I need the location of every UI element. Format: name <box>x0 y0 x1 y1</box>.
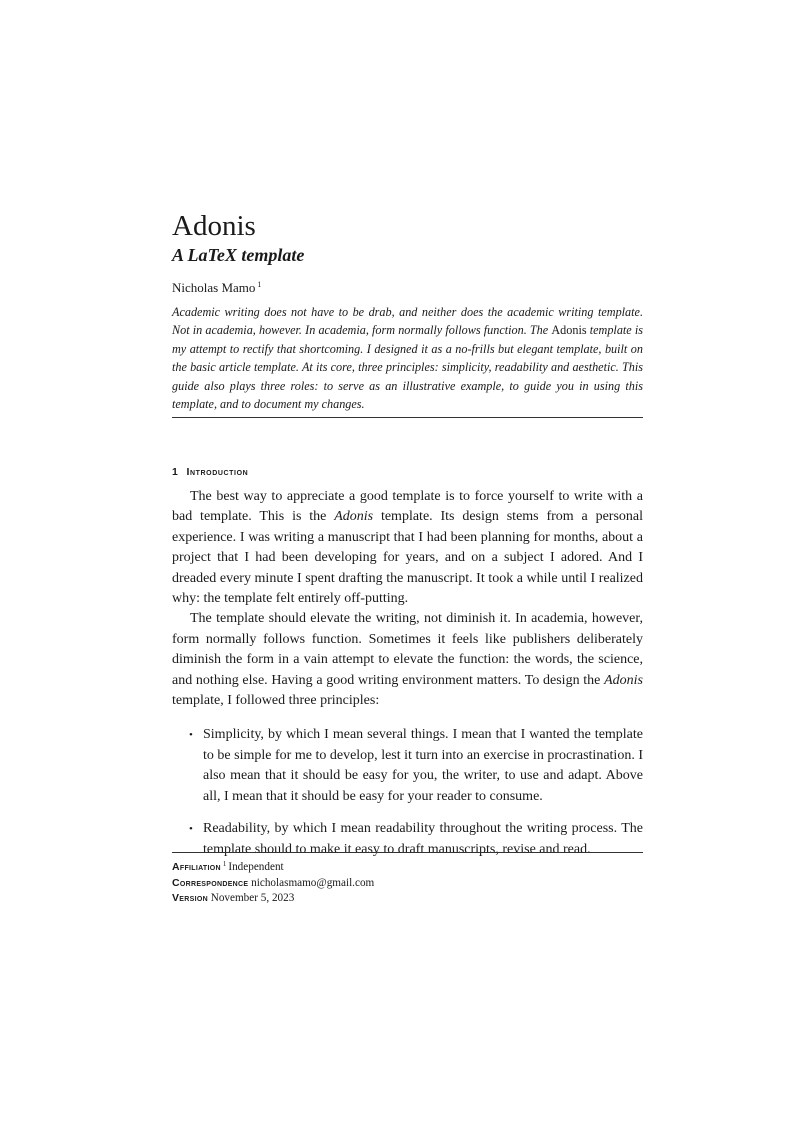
section-title: Introduction <box>186 466 249 478</box>
bullet-icon: • <box>189 729 193 742</box>
paragraph-text: The template should elevate the writing, not diminish it. In academia, however, form normally follows function. Sometimes it feels like publishers deliberately diminish the form in a vain attempt to elevate the function: the words, the science, and nothing else. Having a good writing environment matters. To design the <box>172 611 643 688</box>
version-label: Version <box>172 892 208 904</box>
author-line <box>172 277 261 296</box>
paragraph-text: template, I followed three principles: <box>172 693 380 709</box>
paragraph-text: The best way to appreciate a good template is to force yourself to write with a bad template. This is the <box>172 489 643 525</box>
affiliation-label: Affiliation <box>172 861 221 873</box>
section-heading <box>172 465 248 479</box>
emphasis-text: Adonis <box>604 672 643 688</box>
abstract-text-2: template is my attempt to rectify that shortcoming. I designed it as a no-frills but elegant template, built on the basic article template. At its core, three principles: simplicity, readability and aesthetic. This guide also plays three roles: to serve as an illustrative example, to guide you in using this template, and to document my changes. <box>172 323 643 412</box>
list-item-text: Simplicity, by which I mean several things. I mean that I wanted the template to be simple for me to develop, lest it turn into an exercise in procrastination. I also mean that it should be easy for you, the writer, to use and adapt. Above all, I mean that it should be easy for your reader to consume. <box>203 727 643 804</box>
bullet-icon: • <box>189 823 193 836</box>
document-title: Adonis <box>172 210 256 242</box>
version-line <box>172 891 374 907</box>
correspondence-email[interactable]: nicholasmamo@gmail.com <box>251 876 375 889</box>
footer-divider <box>172 852 643 853</box>
principles-list <box>172 725 643 859</box>
affiliation-value: Independent <box>228 861 284 873</box>
footnote-block <box>172 857 374 907</box>
document-subtitle: A LaTeX template <box>172 245 305 265</box>
abstract <box>172 303 643 413</box>
affiliation-mark: 1 <box>222 860 227 868</box>
abstract-text-1: Academic writing does not have to be drab, and neither does the academic writing template. Not in academia, however. In academia, form normally follows function. The <box>172 305 643 338</box>
abstract-divider <box>172 417 643 418</box>
list-item <box>172 819 643 860</box>
list-item <box>172 725 643 807</box>
paragraph-text: template. Its design stems from a personal experience. I was writing a manuscript that I had been planning for months, about a project that I had been developing for years, and on a subject I adored. And I dreaded every minute I spent drafting the manuscript. It took a while until I realized why: the template felt entirely off-putting. <box>172 509 644 607</box>
author-name: Nicholas Mamo <box>172 280 256 295</box>
correspondence-label: Correspondence <box>172 876 249 889</box>
paragraph <box>172 609 643 711</box>
section-number: 1 <box>172 466 179 478</box>
abstract-name: Adonis <box>551 323 587 338</box>
version-value: November 5, 2023 <box>210 892 295 904</box>
list-item-text: Readability, by which I mean readability throughout the writing process. The template should to make it easy to draft manuscripts, revise and read. <box>203 821 643 857</box>
emphasis-text: Adonis <box>334 509 374 525</box>
correspondence-line <box>172 876 374 892</box>
paragraph <box>172 487 643 609</box>
affiliation-mark: 1 <box>257 280 262 289</box>
affiliation-line <box>172 857 374 876</box>
section-body <box>172 487 643 872</box>
